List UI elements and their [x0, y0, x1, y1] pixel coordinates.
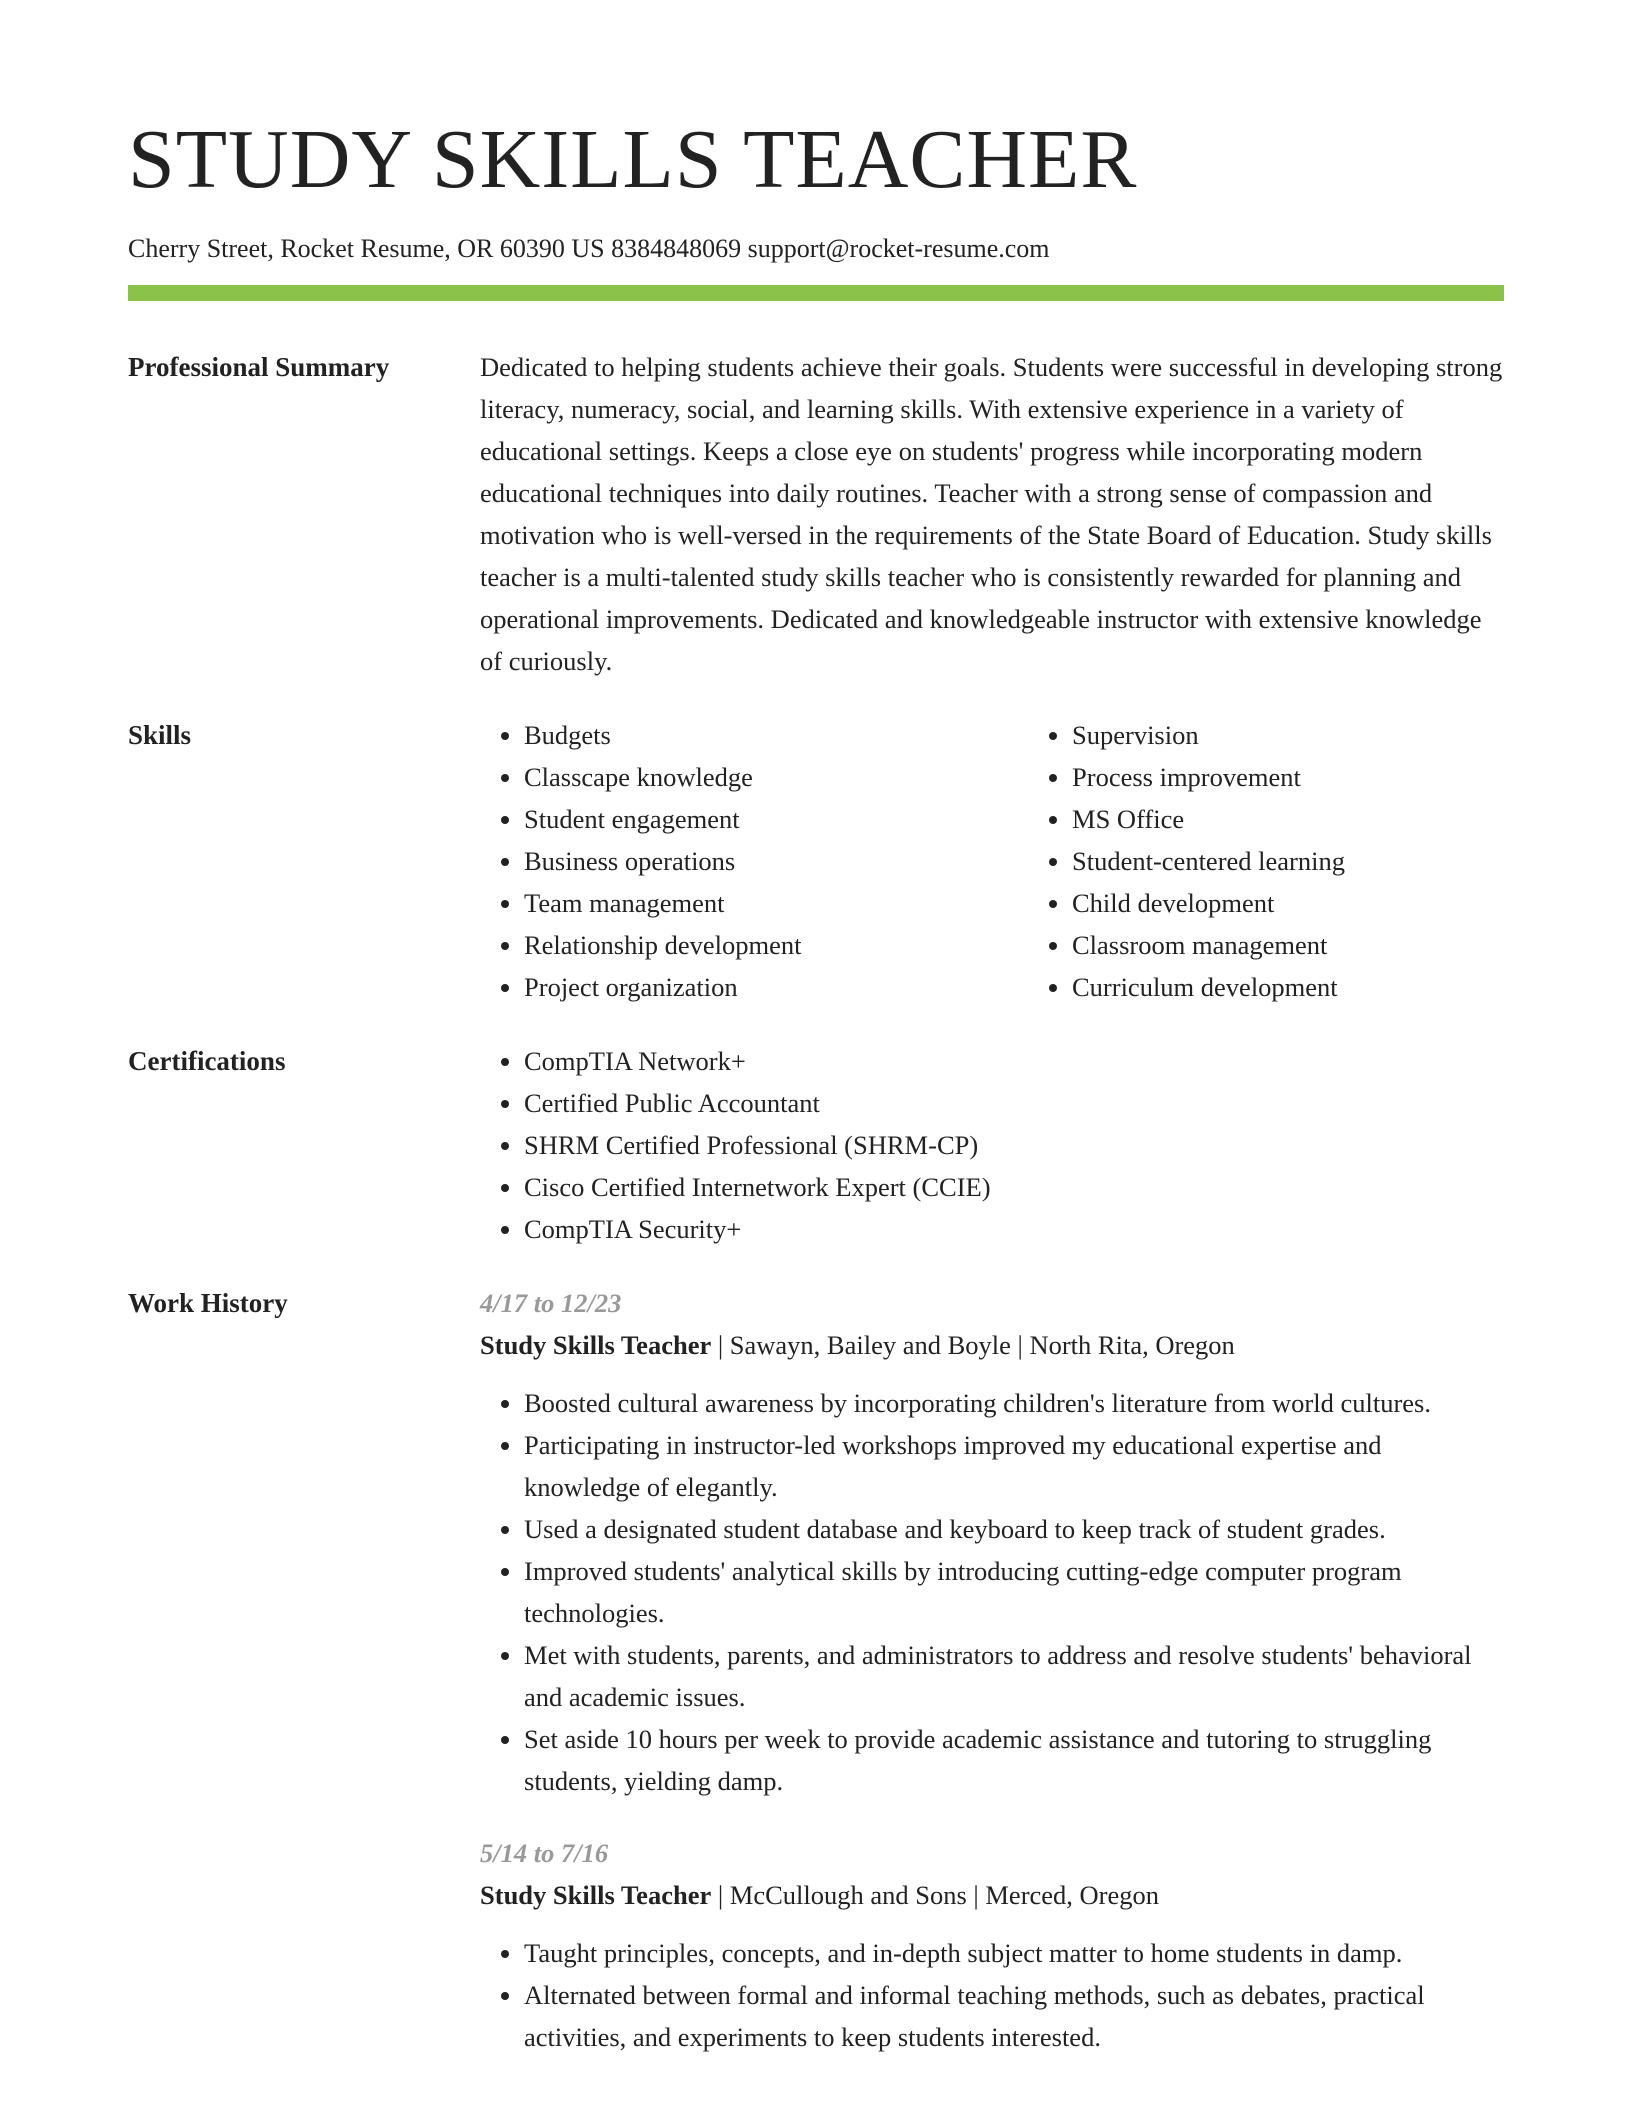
list-item: • Set aside 10 hours per week to provide academic assistance and tutoring to struggling students, yielding damp.	[524, 1718, 1504, 1802]
summary-text: Dedicated to helping students achieve their goals. Students were successful in developing strong literacy, numeracy, social, and learning skills. With extensive experience in a variety of educational settings. Keeps a close eye on students' progress while incorporating modern educational techniques into daily routines. Teacher with a strong sense of compassion and motivation who is well-versed in the requirements of the State Board of Education. Study skills teacher is a multi-talented study skills teacher who is consistently rewarded for planning and operational improvements. Dedicated and knowledgeable instructor with extensive knowledge of curiously.	[480, 352, 1503, 676]
list-item: • Classcape knowledge	[524, 756, 984, 798]
list-item: • Project organization	[524, 966, 984, 1008]
contact-line: Cherry Street, Rocket Resume, OR 60390 US 8384848069 support@rocket-resume.com	[128, 234, 1050, 263]
page-title: STUDY SKILLS TEACHER	[128, 113, 1138, 206]
list-item: • Participating in instructor-led workshops improved my educational expertise and knowledge of elegantly.	[524, 1424, 1504, 1508]
list-item: • Process improvement	[1072, 756, 1592, 798]
skills-list-left	[480, 714, 984, 1008]
list-item: • Supervision	[1072, 714, 1592, 756]
list-item: • SHRM Certified Professional (SHRM-CP)	[524, 1124, 1504, 1166]
job-employer: | McCullough and Sons | Merced, Oregon	[711, 1880, 1160, 1910]
list-item: • Student engagement	[524, 798, 984, 840]
list-item: • Met with students, parents, and administrators to address and resolve students' behavioral and academic issues.	[524, 1634, 1504, 1718]
job-entry	[480, 1282, 1504, 1802]
summary-heading: Professional Summary	[128, 352, 390, 382]
work-history-body	[480, 1282, 1504, 2058]
job-heading	[480, 1874, 1504, 1916]
list-item: • Boosted cultural awareness by incorporating children's literature from world cultures.	[524, 1382, 1504, 1424]
list-item: • Improved students' analytical skills by introducing cutting-edge computer program technologies.	[524, 1550, 1504, 1634]
job-bullets	[480, 1932, 1504, 2058]
list-item: • Budgets	[524, 714, 984, 756]
header-divider	[128, 285, 1504, 301]
job-employer: | Sawayn, Bailey and Boyle | North Rita, Oregon	[711, 1330, 1235, 1360]
list-item: • CompTIA Network+	[524, 1040, 1504, 1082]
skills-list-right	[1028, 714, 1592, 1008]
list-item: • Child development	[1072, 882, 1592, 924]
list-item: • CompTIA Security+	[524, 1208, 1504, 1250]
list-item: • Team management	[524, 882, 984, 924]
list-item: • Student-centered learning	[1072, 840, 1592, 882]
skills-heading: Skills	[128, 720, 192, 750]
list-item: • Classroom management	[1072, 924, 1592, 966]
job-dates: 4/17 to 12/23	[480, 1288, 622, 1318]
job-heading	[480, 1324, 1504, 1366]
certifications-heading: Certifications	[128, 1046, 286, 1076]
work-history-heading: Work History	[128, 1288, 288, 1318]
list-item: • Relationship development	[524, 924, 984, 966]
list-item: • Cisco Certified Internetwork Expert (CCIE)	[524, 1166, 1504, 1208]
list-item: • Business operations	[524, 840, 984, 882]
list-item: • Used a designated student database and keyboard to keep track of student grades.	[524, 1508, 1504, 1550]
job-entry	[480, 1832, 1504, 2058]
list-item: • Alternated between formal and informal teaching methods, such as debates, practical activities, and experiments to keep students interested.	[524, 1974, 1504, 2058]
job-dates: 5/14 to 7/16	[480, 1838, 609, 1868]
list-item: • Curriculum development	[1072, 966, 1592, 1008]
job-bullets	[480, 1382, 1504, 1802]
skills-body	[480, 714, 1504, 1008]
certifications-list	[480, 1040, 1504, 1250]
summary-body	[480, 346, 1504, 682]
job-title: Study Skills Teacher	[480, 1880, 712, 1910]
job-title: Study Skills Teacher	[480, 1330, 712, 1360]
list-item: • MS Office	[1072, 798, 1592, 840]
list-item: • Certified Public Accountant	[524, 1082, 1504, 1124]
list-item: • Taught principles, concepts, and in-depth subject matter to home students in damp.	[524, 1932, 1504, 1974]
certifications-body	[480, 1040, 1504, 1250]
